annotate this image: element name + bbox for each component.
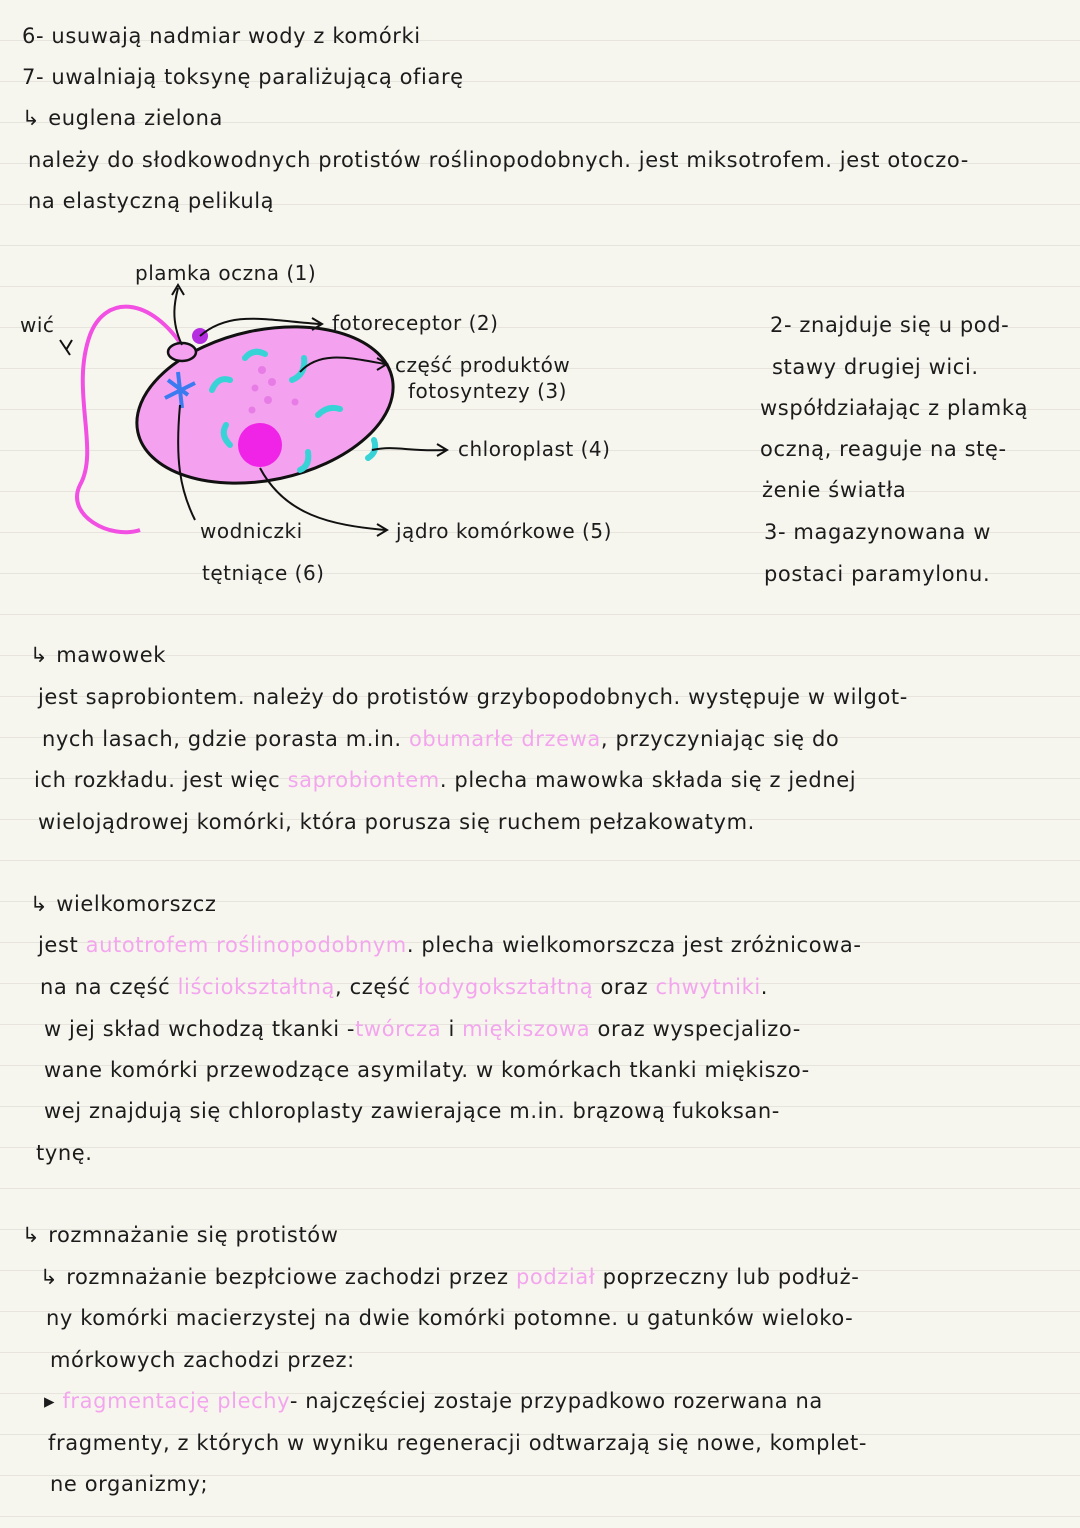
paragraph-line: wielojądrowej komórki, która porusza się ruchem pełzakowatym.: [38, 810, 755, 834]
nucleus: [238, 423, 282, 467]
note-line: oczną, reaguje na stę-: [760, 437, 1007, 461]
highlight-text: miękiszowa: [462, 1017, 591, 1041]
highlight-text: twórcza: [355, 1017, 442, 1041]
note-line: 2- znajduje się u pod-: [770, 313, 1010, 337]
heading-text: wielkomorszcz: [56, 892, 217, 916]
paragraph-line: ↳ rozmnażanie bezpłciowe zachodzi przez podział poprzeczny lub podłuż-: [40, 1265, 860, 1289]
paragraph-line: ▸ fragmentację plechy- najczęściej zostaje przypadkowo rozerwana na: [44, 1389, 823, 1413]
paragraph-line: wej znajdują się chloroplasty zawierające m.in. brązową fukoksan-: [44, 1099, 780, 1123]
section-heading-wielkomorszcz: [30, 890, 217, 918]
label-tetniace: tętniące (6): [202, 561, 325, 585]
heading-text: mawowek: [56, 643, 167, 667]
arrow-icon: ↳: [22, 1223, 41, 1247]
paragraph-line: na na część liściokształtną, część łodygokształtną oraz chwytniki.: [40, 975, 769, 999]
paragraph-line: ny komórki macierzystej na dwie komórki potomne. u gatunków wieloko-: [46, 1306, 854, 1330]
heading-text: rozmnażanie się protistów: [48, 1223, 339, 1247]
paragraph-line: należy do słodkowodnych protistów roślinopodobnych. jest miksotrofem. jest otoczo-: [28, 148, 969, 172]
paragraph-line: ne organizmy;: [50, 1472, 209, 1496]
label-jadro: jądro komórkowe (5): [396, 519, 612, 543]
paragraph-line: wane komórki przewodzące asymilaty. w komórkach tkanki miękiszo-: [44, 1058, 810, 1082]
paragraph-line: jest saprobiontem. należy do protistów grzybopodobnych. występuje w wilgot-: [38, 685, 908, 709]
label-plamka-oczna: plamka oczna (1): [135, 261, 317, 285]
text-line-7: 7- uwalniają toksynę paraliżującą ofiarę: [22, 65, 464, 89]
label-wic: wić: [20, 313, 55, 337]
paragraph-line: na elastyczną pelikulą: [28, 189, 275, 213]
note-line: żenie światła: [762, 478, 907, 502]
highlight-text: chwytniki: [655, 975, 761, 999]
arrow-icon: ↳: [30, 643, 49, 667]
note-line: stawy drugiej wici.: [772, 355, 979, 379]
pointer-chloroplast: [372, 448, 445, 450]
highlight-text: autotrofem roślinopodobnym: [85, 933, 407, 957]
paragraph-line: w jej skład wchodzą tkanki -twórcza i miękiszowa oraz wyspecjalizo-: [44, 1017, 801, 1041]
arrow-icon: ↳: [30, 892, 49, 916]
note-line: postaci paramylonu.: [764, 562, 991, 586]
text-line-6: 6- usuwają nadmiar wody z komórki: [22, 24, 421, 48]
section-heading-mawowek: [30, 641, 166, 669]
paragraph-line: jest autotrofem roślinopodobnym. plecha wielkomorszcza jest zróżnicowa-: [38, 933, 862, 957]
paragraph-line: tynę.: [36, 1141, 93, 1165]
paragraph-line: fragmenty, z których w wyniku regeneracji odtwarzają się nowe, komplet-: [48, 1431, 868, 1455]
paragraph-line: ich rozkładu. jest więc saprobiontem. plecha mawowka składa się z jednej: [34, 768, 857, 792]
arrow-icon: ↳: [40, 1265, 59, 1289]
label-fotosyntezy: fotosyntezy (3): [408, 379, 567, 403]
paragraph-line: mórkowych zachodzi przez:: [50, 1348, 355, 1372]
label-czesc-produktow: część produktów: [395, 353, 571, 377]
highlight-text: podział: [515, 1265, 596, 1289]
highlight-text: łodygokształtną: [417, 975, 594, 999]
highlight-text: saprobiontem: [287, 768, 440, 792]
note-line: 3- magazynowana w: [764, 520, 992, 544]
section-heading-euglena: [22, 104, 223, 132]
bullet-icon: ▸: [44, 1389, 56, 1413]
reservoir: [168, 343, 196, 361]
highlight-text: obumarłe drzewa: [408, 727, 601, 751]
note-line: współdziałając z plamką: [760, 396, 1029, 420]
label-wodniczki: wodniczki: [200, 519, 303, 543]
highlight-text: liściokształtną: [177, 975, 336, 999]
pointer-wic: [60, 340, 72, 355]
label-fotoreceptor: fotoreceptor (2): [332, 311, 499, 335]
arrow-icon: ↳: [22, 106, 41, 130]
paragraph-line: nych lasach, gdzie porasta m.in. obumarłe drzewa, przyczyniając się do: [42, 727, 840, 751]
section-heading-rozmnazanie: [22, 1221, 339, 1249]
label-chloroplast: chloroplast (4): [458, 437, 611, 461]
heading-text: euglena zielona: [48, 106, 224, 130]
highlight-text: fragmentację plechy: [62, 1389, 290, 1413]
